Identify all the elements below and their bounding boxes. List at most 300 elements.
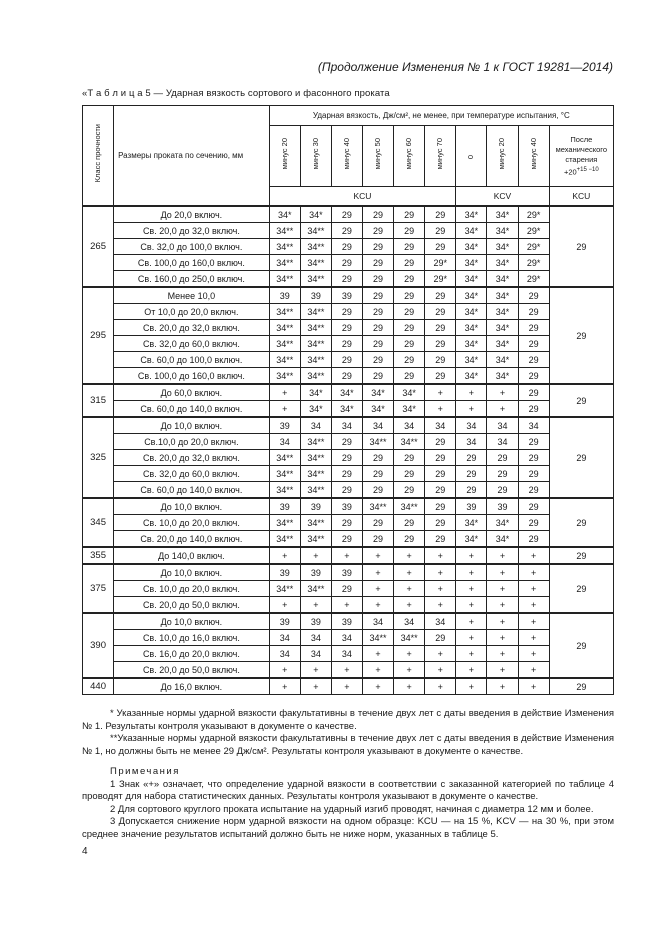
value-cell: + (456, 564, 487, 581)
value-cell: 29 (425, 531, 456, 548)
size-cell: Св. 20,0 до 50,0 включ. (114, 662, 270, 679)
value-cell: 29* (518, 206, 549, 223)
value-cell: 29* (518, 255, 549, 271)
size-cell: Св. 10,0 до 16,0 включ. (114, 630, 270, 646)
value-cell: 34 (269, 434, 300, 450)
value-cell: 29 (425, 336, 456, 352)
kcu-label: KCU (269, 187, 456, 207)
value-cell: 34 (331, 417, 362, 434)
value-cell: 34 (362, 417, 393, 434)
temp-header: минус 20 (487, 126, 518, 187)
value-cell: 29 (362, 352, 393, 368)
value-cell: 34** (394, 498, 425, 515)
table-row (83, 482, 614, 499)
value-cell: 29 (425, 368, 456, 385)
value-cell: 29 (362, 336, 393, 352)
table-row (83, 498, 614, 515)
value-cell: + (331, 662, 362, 679)
value-cell: 29 (518, 287, 549, 304)
value-cell: 29 (331, 206, 362, 223)
value-cell: 29 (394, 466, 425, 482)
value-cell: + (487, 613, 518, 630)
value-cell: 34* (456, 352, 487, 368)
value-cell: + (518, 581, 549, 597)
value-cell: + (269, 678, 300, 695)
size-cell: До 16,0 включ. (114, 678, 270, 695)
value-cell: 34* (456, 320, 487, 336)
value-cell: 34** (300, 482, 331, 499)
value-cell: 34 (269, 630, 300, 646)
value-cell: 29* (518, 239, 549, 255)
size-col-header: Размеры проката по сечению, мм (114, 106, 270, 207)
value-cell: 29 (394, 531, 425, 548)
value-cell: 39 (456, 498, 487, 515)
value-cell: 39 (300, 498, 331, 515)
value-cell: 34* (487, 531, 518, 548)
table-row (83, 547, 614, 564)
value-cell: 29* (518, 271, 549, 288)
table-row (83, 515, 614, 531)
after-aging-cell: 29 (549, 498, 613, 547)
table-row (83, 581, 614, 597)
temp-header: 0 (456, 126, 487, 187)
value-cell: 29 (425, 482, 456, 499)
temp-header: минус 20 (269, 126, 300, 187)
value-cell: 34** (269, 239, 300, 255)
value-cell: 34* (456, 223, 487, 239)
value-cell: 34* (394, 401, 425, 418)
table-row (83, 304, 614, 320)
value-cell: 34** (269, 336, 300, 352)
value-cell: 34* (487, 368, 518, 385)
value-cell: 29 (425, 450, 456, 466)
value-cell: 34* (394, 384, 425, 401)
table-row (83, 206, 614, 223)
value-cell: 29 (331, 255, 362, 271)
value-cell: + (362, 678, 393, 695)
value-cell: 29 (456, 482, 487, 499)
value-cell: 29 (362, 531, 393, 548)
after-aging-cell: 29 (549, 384, 613, 417)
value-cell: 29 (518, 466, 549, 482)
value-cell: + (362, 597, 393, 614)
value-cell: 34* (487, 239, 518, 255)
value-cell: 39 (300, 564, 331, 581)
value-cell: 34* (300, 206, 331, 223)
value-cell: 34** (300, 223, 331, 239)
value-cell: + (394, 646, 425, 662)
value-cell: 29* (425, 255, 456, 271)
value-cell: 29 (331, 581, 362, 597)
value-cell: + (300, 597, 331, 614)
value-cell: 34 (425, 613, 456, 630)
size-cell: Св. 60,0 до 100,0 включ. (114, 352, 270, 368)
value-cell: 34* (487, 271, 518, 288)
strength-class-cell: 315 (83, 384, 114, 417)
strength-class-cell: 375 (83, 564, 114, 613)
value-cell: 29 (425, 515, 456, 531)
value-cell: 29 (362, 466, 393, 482)
value-cell: 29 (425, 304, 456, 320)
temp-header: минус 60 (394, 126, 425, 187)
value-cell: 29 (362, 223, 393, 239)
value-cell: 34** (269, 482, 300, 499)
after-aging-header: После механического старения $+20^{+15 -10}$ (549, 126, 613, 187)
value-cell: 29 (362, 206, 393, 223)
class-col-header: Класс прочности (83, 106, 114, 207)
value-cell: 29 (394, 271, 425, 288)
table-row (83, 417, 614, 434)
size-cell: Св. 100,0 до 160,0 включ. (114, 255, 270, 271)
value-cell: + (518, 547, 549, 564)
value-cell: 39 (331, 498, 362, 515)
value-cell: 34** (269, 531, 300, 548)
value-cell: 34** (394, 630, 425, 646)
value-cell: 29 (331, 352, 362, 368)
value-cell: 34** (269, 466, 300, 482)
value-cell: + (487, 597, 518, 614)
value-cell: 29 (331, 482, 362, 499)
value-cell: + (269, 401, 300, 418)
value-cell: 34* (487, 287, 518, 304)
value-cell: 34* (487, 223, 518, 239)
value-cell: 34** (300, 271, 331, 288)
strength-class-cell: 440 (83, 678, 114, 695)
value-cell: + (269, 384, 300, 401)
value-cell: 34* (300, 384, 331, 401)
value-cell: 34* (362, 401, 393, 418)
value-cell: 34** (269, 515, 300, 531)
after-aging-cell: 29 (549, 417, 613, 498)
value-cell: 29 (331, 223, 362, 239)
value-cell: 34* (362, 384, 393, 401)
value-cell: 34 (425, 417, 456, 434)
size-cell: От 10,0 до 20,0 включ. (114, 304, 270, 320)
value-cell: + (425, 401, 456, 418)
value-cell: 34* (300, 401, 331, 418)
value-cell: 34* (456, 304, 487, 320)
temp-header: минус 40 (331, 126, 362, 187)
value-cell: + (394, 581, 425, 597)
size-cell: Св. 32,0 до 60,0 включ. (114, 336, 270, 352)
after-aging-cell: 29 (549, 678, 613, 695)
value-cell: + (487, 547, 518, 564)
value-cell: + (362, 662, 393, 679)
notes-title: Примечания (110, 766, 180, 777)
value-cell: 39 (487, 498, 518, 515)
value-cell: 29 (331, 271, 362, 288)
value-cell: 34** (269, 255, 300, 271)
footnote: * Указанные нормы ударной вязкости факультативны в течение двух лет с даты введения в действие Изменения № 1. Результаты контроля указывают в документе о качестве. (82, 708, 614, 732)
size-cell: До 140,0 включ. (114, 547, 270, 564)
value-cell: + (425, 597, 456, 614)
value-cell: 39 (269, 287, 300, 304)
size-cell: Св. 100,0 до 160,0 включ. (114, 368, 270, 385)
value-cell: 34* (456, 531, 487, 548)
table-row (83, 368, 614, 385)
value-cell: 39 (300, 613, 331, 630)
value-cell: + (518, 646, 549, 662)
value-cell: + (456, 613, 487, 630)
value-cell: + (487, 646, 518, 662)
value-cell: 34* (487, 336, 518, 352)
value-cell: 29 (425, 287, 456, 304)
value-cell: 29 (518, 336, 549, 352)
table-row (83, 271, 614, 288)
value-cell: 34** (300, 255, 331, 271)
value-cell: 34 (331, 646, 362, 662)
value-cell: + (487, 630, 518, 646)
value-cell: + (487, 401, 518, 418)
value-cell: 34 (331, 630, 362, 646)
value-cell: 34** (300, 336, 331, 352)
value-cell: 29 (518, 304, 549, 320)
value-cell: + (425, 564, 456, 581)
size-cell: До 10,0 включ. (114, 564, 270, 581)
note: 1 Знак «+» означает, что определение ударной вязкости в соответствии с заказанной категорией по таблице 4 проводят для набора статистических данных. Результаты контроля указывают в документе о качестве. (82, 778, 614, 802)
value-cell: 34* (487, 515, 518, 531)
value-cell: 29 (518, 401, 549, 418)
value-cell: 34** (300, 368, 331, 385)
table-row (83, 662, 614, 679)
value-cell: 34 (269, 646, 300, 662)
value-cell: 29 (518, 450, 549, 466)
value-cell: + (456, 630, 487, 646)
value-cell: + (518, 662, 549, 679)
table-row (83, 646, 614, 662)
value-cell: 29 (518, 482, 549, 499)
table-row (83, 287, 614, 304)
after-aging-cell: 29 (549, 287, 613, 384)
value-cell: 34 (456, 417, 487, 434)
table-row (83, 239, 614, 255)
value-cell: 29 (425, 320, 456, 336)
value-cell: 29 (394, 515, 425, 531)
value-cell: 34** (269, 450, 300, 466)
value-cell: + (394, 662, 425, 679)
value-cell: 29 (394, 206, 425, 223)
value-cell: 34* (487, 304, 518, 320)
value-cell: 34** (300, 515, 331, 531)
value-cell: 34* (487, 352, 518, 368)
value-cell: 34* (456, 287, 487, 304)
value-cell: 29* (518, 223, 549, 239)
value-cell: 29 (362, 515, 393, 531)
value-cell: 39 (269, 498, 300, 515)
value-cell: 29 (425, 630, 456, 646)
value-cell: 34** (362, 630, 393, 646)
table-row (83, 613, 614, 630)
value-cell: 29 (518, 531, 549, 548)
table-row (83, 564, 614, 581)
value-cell: 29 (456, 450, 487, 466)
table-caption: «Т а б л и ц а 5 — Ударная вязкость сортового и фасонного проката (82, 88, 390, 99)
value-cell: + (425, 384, 456, 401)
size-cell: До 10,0 включ. (114, 613, 270, 630)
value-cell: 34* (487, 206, 518, 223)
size-cell: Св. 10,0 до 20,0 включ. (114, 515, 270, 531)
value-cell: + (300, 547, 331, 564)
after-aging-cell: 29 (549, 206, 613, 287)
value-cell: + (331, 678, 362, 695)
value-cell: 29 (394, 223, 425, 239)
value-cell: 29 (331, 434, 362, 450)
value-cell: 34** (300, 320, 331, 336)
value-cell: + (425, 581, 456, 597)
value-cell: 29 (518, 434, 549, 450)
value-cell: 34** (362, 434, 393, 450)
temp-header: минус 40 (518, 126, 549, 187)
value-cell: 29 (425, 223, 456, 239)
value-cell: + (456, 384, 487, 401)
size-cell: Св. 10,0 до 20,0 включ. (114, 581, 270, 597)
value-cell: + (269, 662, 300, 679)
value-cell: 34** (300, 434, 331, 450)
value-cell: 29 (362, 271, 393, 288)
value-cell: 29 (394, 368, 425, 385)
table-row (83, 336, 614, 352)
value-cell: 34* (331, 384, 362, 401)
impact-header: Ударная вязкость, Дж/см², не менее, при температуре испытания, °С (269, 106, 613, 126)
value-cell: 34* (456, 239, 487, 255)
value-cell: + (518, 564, 549, 581)
value-cell: 29 (331, 466, 362, 482)
value-cell: 29 (394, 450, 425, 466)
size-cell: Св.10,0 до 20,0 включ. (114, 434, 270, 450)
value-cell: 29 (394, 482, 425, 499)
value-cell: 29 (362, 368, 393, 385)
value-cell: 29 (362, 287, 393, 304)
size-cell: Св. 20,0 до 32,0 включ. (114, 223, 270, 239)
value-cell: 34* (269, 206, 300, 223)
size-cell: До 20,0 включ. (114, 206, 270, 223)
value-cell: + (269, 597, 300, 614)
value-cell: 34** (269, 320, 300, 336)
value-cell: + (394, 678, 425, 695)
size-cell: Св. 32,0 до 100,0 включ. (114, 239, 270, 255)
value-cell: 29 (331, 336, 362, 352)
value-cell: 29 (331, 239, 362, 255)
footnote: **Указанные нормы ударной вязкости факультативны в течение двух лет с даты введения в действие Изменения № 1, но должны быть не менее 29 Дж/см². Результаты контроля указывают в документе о качестве. (82, 733, 614, 757)
value-cell: 34** (300, 304, 331, 320)
note: 3 Допускается снижение норм ударной вязкости на одном образце: KCU — на 15 %, KCV — на 30 %, при этом среднее значение результатов испытаний должно быть не ниже норм, указанных в таблице 5. (82, 816, 614, 840)
note: 2 Для сортового круглого проката испытание на ударный изгиб проводят, начиная с диаметра 12 мм и более. (110, 803, 594, 815)
temp-header: минус 70 (425, 126, 456, 187)
value-cell: 29 (362, 450, 393, 466)
value-cell: + (331, 547, 362, 564)
value-cell: 39 (331, 287, 362, 304)
table-row (83, 401, 614, 418)
strength-class-cell: 325 (83, 417, 114, 498)
value-cell: + (518, 613, 549, 630)
size-cell: Св. 20,0 до 32,0 включ. (114, 450, 270, 466)
size-cell: Св. 20,0 до 50,0 включ. (114, 597, 270, 614)
value-cell: + (425, 678, 456, 695)
value-cell: 29 (394, 239, 425, 255)
value-cell: 29 (518, 498, 549, 515)
page-header: (Продолжение Изменения № 1 к ГОСТ 19281—2014) (317, 60, 613, 74)
value-cell: 34 (300, 417, 331, 434)
value-cell: + (362, 564, 393, 581)
value-cell: 29 (362, 304, 393, 320)
value-cell: 29 (331, 515, 362, 531)
value-cell: 34 (300, 646, 331, 662)
value-cell: 29 (331, 320, 362, 336)
value-cell: + (456, 678, 487, 695)
value-cell: 29 (362, 255, 393, 271)
value-cell: 34 (487, 434, 518, 450)
strength-class-cell: 295 (83, 287, 114, 384)
value-cell: 29 (331, 304, 362, 320)
table-row (83, 678, 614, 695)
size-cell: Св. 160,0 до 250,0 включ. (114, 271, 270, 288)
size-cell: Св. 60,0 до 140,0 включ. (114, 482, 270, 499)
value-cell: 29 (331, 368, 362, 385)
value-cell: 39 (331, 564, 362, 581)
table-row (83, 223, 614, 239)
value-cell: 29 (362, 239, 393, 255)
table-row (83, 466, 614, 482)
value-cell: 29 (518, 368, 549, 385)
strength-class-cell: 390 (83, 613, 114, 678)
value-cell: 29 (456, 466, 487, 482)
table-row (83, 597, 614, 614)
value-cell: + (362, 581, 393, 597)
value-cell: 39 (300, 287, 331, 304)
table-row (83, 450, 614, 466)
value-cell: + (456, 662, 487, 679)
value-cell: 34* (331, 401, 362, 418)
value-cell: + (456, 547, 487, 564)
table-row (83, 434, 614, 450)
size-cell: Св. 20,0 до 32,0 включ. (114, 320, 270, 336)
value-cell: 29 (425, 434, 456, 450)
value-cell: 34** (394, 434, 425, 450)
strength-class-cell: 265 (83, 206, 114, 287)
value-cell: 34 (300, 630, 331, 646)
value-cell: 34* (456, 336, 487, 352)
value-cell: 29 (331, 450, 362, 466)
value-cell: 29 (394, 352, 425, 368)
value-cell: 34** (362, 498, 393, 515)
value-cell: + (362, 547, 393, 564)
value-cell: + (456, 646, 487, 662)
value-cell: 34 (362, 613, 393, 630)
size-cell: До 10,0 включ. (114, 498, 270, 515)
value-cell: 34** (300, 531, 331, 548)
value-cell: + (425, 646, 456, 662)
value-cell: + (425, 547, 456, 564)
value-cell: 39 (269, 417, 300, 434)
value-cell: 34** (269, 271, 300, 288)
value-cell: 34* (487, 320, 518, 336)
table-row (83, 531, 614, 548)
value-cell: 29 (425, 206, 456, 223)
value-cell: 34** (300, 466, 331, 482)
size-cell: Менее 10,0 (114, 287, 270, 304)
value-cell: 29 (518, 352, 549, 368)
value-cell: 29 (362, 482, 393, 499)
value-cell: 34* (456, 206, 487, 223)
strength-class-cell: 355 (83, 547, 114, 564)
after-aging-cell: 29 (549, 613, 613, 678)
notes-block (82, 708, 614, 841)
value-cell: + (487, 678, 518, 695)
value-cell: 29 (425, 498, 456, 515)
value-cell: 34** (269, 304, 300, 320)
table-row (83, 630, 614, 646)
value-cell: + (518, 630, 549, 646)
